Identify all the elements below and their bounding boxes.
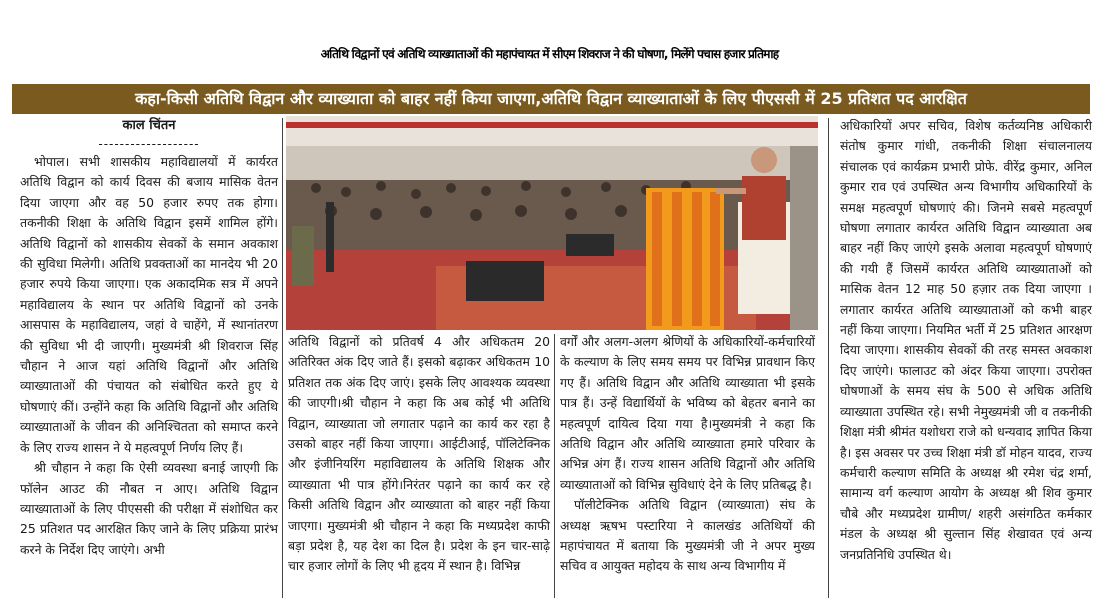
column-divider xyxy=(282,118,283,598)
camera-tripod xyxy=(326,202,334,272)
paragraph: पॉलीटेक्निक अतिथि विद्वान (व्याख्याता) संघ के अध्यक्ष ऋषभ पस्टारिया ने कालखंड अतिथियों की महापंचायत में बताया कि मुख्यमंत्री जी ने अपर मुख्य सचिव व आयुक्त महोदय के साथ अन्य विभागीय में xyxy=(560,497,815,574)
article-column-3 xyxy=(840,116,1092,565)
paragraph: अधिकारियों अपर सचिव, विशेष कर्तव्यनिष्ठ अधिकारी संतोष कुमार गांधी, तकनीकी शिक्षा संचालनालय संचालक एवं कार्यक्रम प्रभारी प्रोफे. वीरेंद्र कुमार, अनिल कुमार राव एवं उपस्थित अन्य विभागीय अधिकारियों के समक्ष महत्वपूर्ण घोषणाएं की। जिनमे सबसे महत्वपूर्ण घोषणा लगातार कार्यरत अतिथि विद्वान व्याख्याता अब बाहर नहीं किए जाएंगे इसके अलावा महत्वपूर्ण घोषणाएं की गयी हैं जिसमें कार्यरत अतिथि व्याख्याताओं को मासिक वेतन 12 माह 50 हज़ार तक दिया जाएगा । लगातार कार्यरत अतिथि व्याख्याताओं को कभी बाहर नहीं किया जाएगा। नियमित भर्ती में 25 प्रतिशत आरक्षण दिया जाएगा। शासकीय सेवकों की तरह समस्त अवकाश दिए जाएंगे। फालाउट को अंदर किया जाएगा। उपरोक्त घोषणाओं के समय संघ के 500 से अधिक अतिथि व्याख्याता उपस्थित रहे। सभी नेमुख्यमंत्री जी व तकनीकी शिक्षा मंत्री श्रीमंत यशोधरा राजे को धन्यवाद ज्ञापित किया है। इस अवसर पर उच्च शिक्षा मंत्री डॉ मोहन यादव, राज्य कर्मचारी कल्याण समिति के अध्यक्ष श्री रमेश चंद्र शर्मा, सामान्य वर्ग कल्याण आयोग के अध्यक्ष श्री शिव कुमार चौबे और मध्यप्रदेश ग्रामीण/ शहरी असंगठित कर्मकार मंडल के अध्यक्ष श्री सुल्तान सिंह शेखावत एवं अन्य जनप्रतिनिधि उपस्थित थे। xyxy=(840,118,1092,562)
column-divider xyxy=(554,334,555,598)
event-photo xyxy=(286,116,818,330)
headline: अतिथि विद्वानों एवं अतिथि व्याख्याताओं की महापंचायत में सीएम शिवराज ने की घोषणा, मिलेंगे पचास हजार प्रतिमाह xyxy=(320,47,779,61)
article-column-2a xyxy=(288,332,550,577)
article-column-1 xyxy=(20,116,278,560)
security-guard xyxy=(292,226,314,286)
column-kicker: काल चिंतन xyxy=(122,118,176,133)
article-column-2b xyxy=(560,332,815,577)
speaker-jacket xyxy=(742,176,786,240)
paragraph: श्री चौहान ने कहा कि ऐसी व्यवस्था बनाई जाएगी कि फॉलेन आउट की नौबत न आए। अतिथि विद्वान व्याख्याताओं के लिए पीएससी की परीक्षा में संशोधित कर 25 प्रतिशत पद आरक्षित किए जाने के लिए प्रक्रिया प्रारंभ करने के निर्देश दिए जाएंगे। अभी xyxy=(20,460,278,557)
side-pillar xyxy=(790,146,818,330)
subheadline-bar: कहा-किसी अतिथि विद्वान और व्याख्याता को बाहर नहीं किया जाएगा,अतिथि विद्वान व्याख्याताओं के लिए पीएससी में 25 प्रतिशत पद आरक्षित xyxy=(12,84,1090,114)
background-wall xyxy=(286,146,818,180)
speaker-box xyxy=(466,261,544,301)
tent-ceiling xyxy=(286,116,818,146)
paragraph: अतिथि विद्वानों को प्रतिवर्ष 4 और अधिकतम 20 अतिरिक्त अंक दिए जाते हैं। इसको बढ़ाकर अधिकतम 10 प्रतिशत तक अंक दिए जाएं। इसके लिए आवश्यक व्यवस्था की जाएगी।श्री चौहान ने कहा कि अब कोई भी अतिथि विद्वान, व्याख्याता जो लगातार पढ़ाने का कार्य कर रहा है उसको बाहर नहीं किया जाएगा। आईटीआई, पॉलिटेक्निक और इंजीनियरिंग महाविद्यालय के अतिथि शिक्षक और व्याख्याता भी पात्र होंगे।निरंतर पढ़ाने का कार्य कर रहे किसी अतिथि विद्वान और व्याख्याता को बाहर नहीं किया जाएगा। मुख्यमंत्री श्री चौहान ने कहा कि मध्यप्रदेश काफी बड़ा प्रदेश है, यह देश का दिल है। प्रदेश के इन चार-साढ़े चार हजार लोगों के लिए भी हृदय में स्थान है। विभिन्न xyxy=(288,334,550,574)
paragraph: भोपाल। सभी शासकीय महाविद्यालयों में कार्यरत अतिथि विद्वान को कार्य दिवस की बजाय मासिक वेतन दिया जाएगा और वह 50 हजार रुपए तक होगा। तकनीकी शिक्षा के अतिथि विद्वान इसमें शामिल होंगे। अतिथि विद्वानों को शासकीय सेवकों के समान अवकाश की सुविधा मिलेगी। अतिथि प्रवक्ताओं का मानदेय भी 20 हजार रुपये किया जाएगा। एक अकादमिक सत्र में अपने महाविद्यालय के स्थान पर अतिथि विद्वानों को उनके आसपास के महाविद्यालय, जहां वे चाहेंगे, में स्थानांतरण की सुविधा भी दी जाएगी। मुख्यमंत्री श्री शिवराज सिंह चौहान ने आज यहां अतिथि विद्वानों और अतिथि व्याख्याताओं की पंचायत को संबोधित करते हुए ये घोषणाएं कीं। उन्होंने कहा कि अतिथि विद्वानों और अतिथि व्याख्याताओं के जीवन की अनिश्चितता को समाप्त करने के लिए राज्य शासन ने ये महत्वपूर्ण निर्णय लिए हैं। xyxy=(20,154,278,455)
speaker-head xyxy=(751,147,777,173)
speaker-box xyxy=(566,234,614,256)
speaker-arm xyxy=(716,188,746,194)
ceiling-band xyxy=(286,122,818,128)
paragraph: वर्गों और अलग-अलग श्रेणियों के अधिकारियों-कर्मचारियों के कल्याण के लिए समय समय पर विभिन्न प्रावधान किए गए हैं। अतिथि विद्वान और अतिथि व्याख्याता भी इसके पात्र हैं। उन्हें विद्यार्थियों के भविष्य को बेहतर बनाने का महत्वपूर्ण दायित्व दिया गया है।मुख्यमंत्री ने कहा कि अतिथि विद्वान और अतिथि व्याख्याता हमारे परिवार के अभिन्न अंग हैं। राज्य शासन अतिथि विद्वानों और अतिथि व्याख्याताओं को विभिन्न सुविधाएं देने के लिए प्रतिबद्ध है। xyxy=(560,334,815,492)
kicker-separator: ------------------- xyxy=(98,137,200,151)
event-photo-illustration xyxy=(286,116,818,330)
column-divider xyxy=(828,118,829,598)
